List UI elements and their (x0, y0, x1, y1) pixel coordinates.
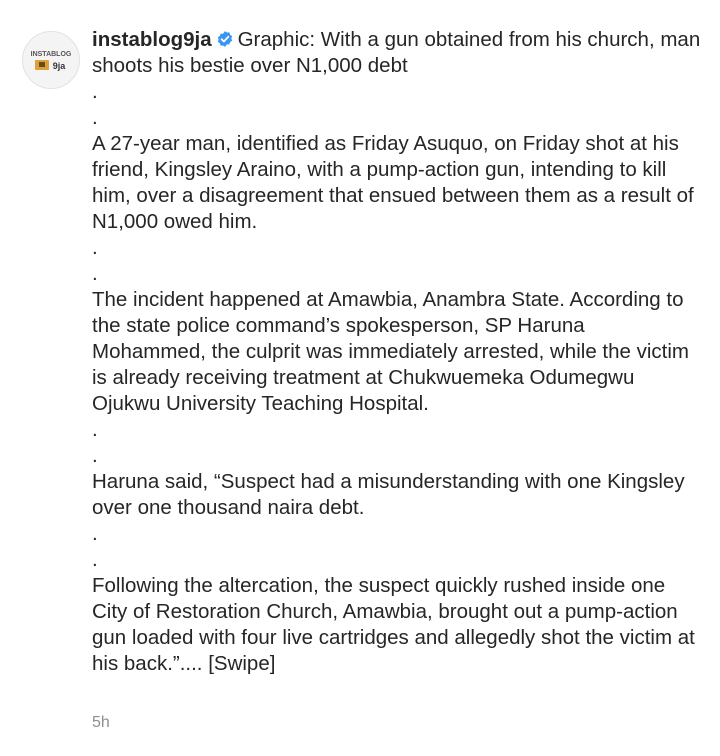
instablog-logo-icon (23, 32, 79, 88)
caption-paragraph-1: A 27-year man, identified as Friday Asuquo, on Friday shot at his friend, Kingsley Araino, with a pump-action gun, intending to kill him, over a disagreement that ensued between them as a result of N1,000 owed him. (92, 132, 694, 233)
post-timestamp[interactable]: 5h (92, 714, 110, 731)
caption-paragraph-2: The incident happened at Amawbia, Anambra State. According to the state police command’s spokesperson, SP Haruna Mohammed, the culprit was immediately arrested, while the victim is already receiving treatment at Chukwuemeka Odumegwu Ojukwu University Teaching Hospital. (92, 288, 689, 415)
avatar-logo-text: INSTABLOG (30, 51, 72, 58)
avatar-logo-sub: 9ja (52, 61, 66, 71)
caption-dot-separator: . (92, 548, 98, 571)
caption-header (92, 27, 704, 79)
caption-dot-separator: . (92, 80, 98, 103)
caption-headline: Graphic: With a gun obtained from his church, man shoots his bestie over N1,000 debt (92, 28, 701, 77)
caption-dot-separator: . (92, 236, 98, 259)
caption-dot-separator: . (92, 522, 98, 545)
caption-dot-separator: . (92, 444, 98, 467)
caption-dot-separator: . (92, 106, 98, 129)
caption-block (92, 27, 704, 677)
caption-dot-separator: . (92, 418, 98, 441)
caption-dot-separator: . (92, 262, 98, 285)
caption-paragraph-3: Haruna said, “Suspect had a misunderstanding with one Kingsley over one thousand naira debt. (92, 470, 685, 519)
verified-badge-icon (216, 29, 234, 47)
caption-paragraph-4: Following the altercation, the suspect quickly rushed inside one City of Restoration Church, Amawbia, brought out a pump-action gun loaded with four live cartridges and allegedly shot the victim at his back.”.... [Swipe] (92, 574, 695, 675)
username-link[interactable]: instablog9ja (92, 28, 212, 51)
profile-avatar[interactable] (22, 31, 80, 89)
